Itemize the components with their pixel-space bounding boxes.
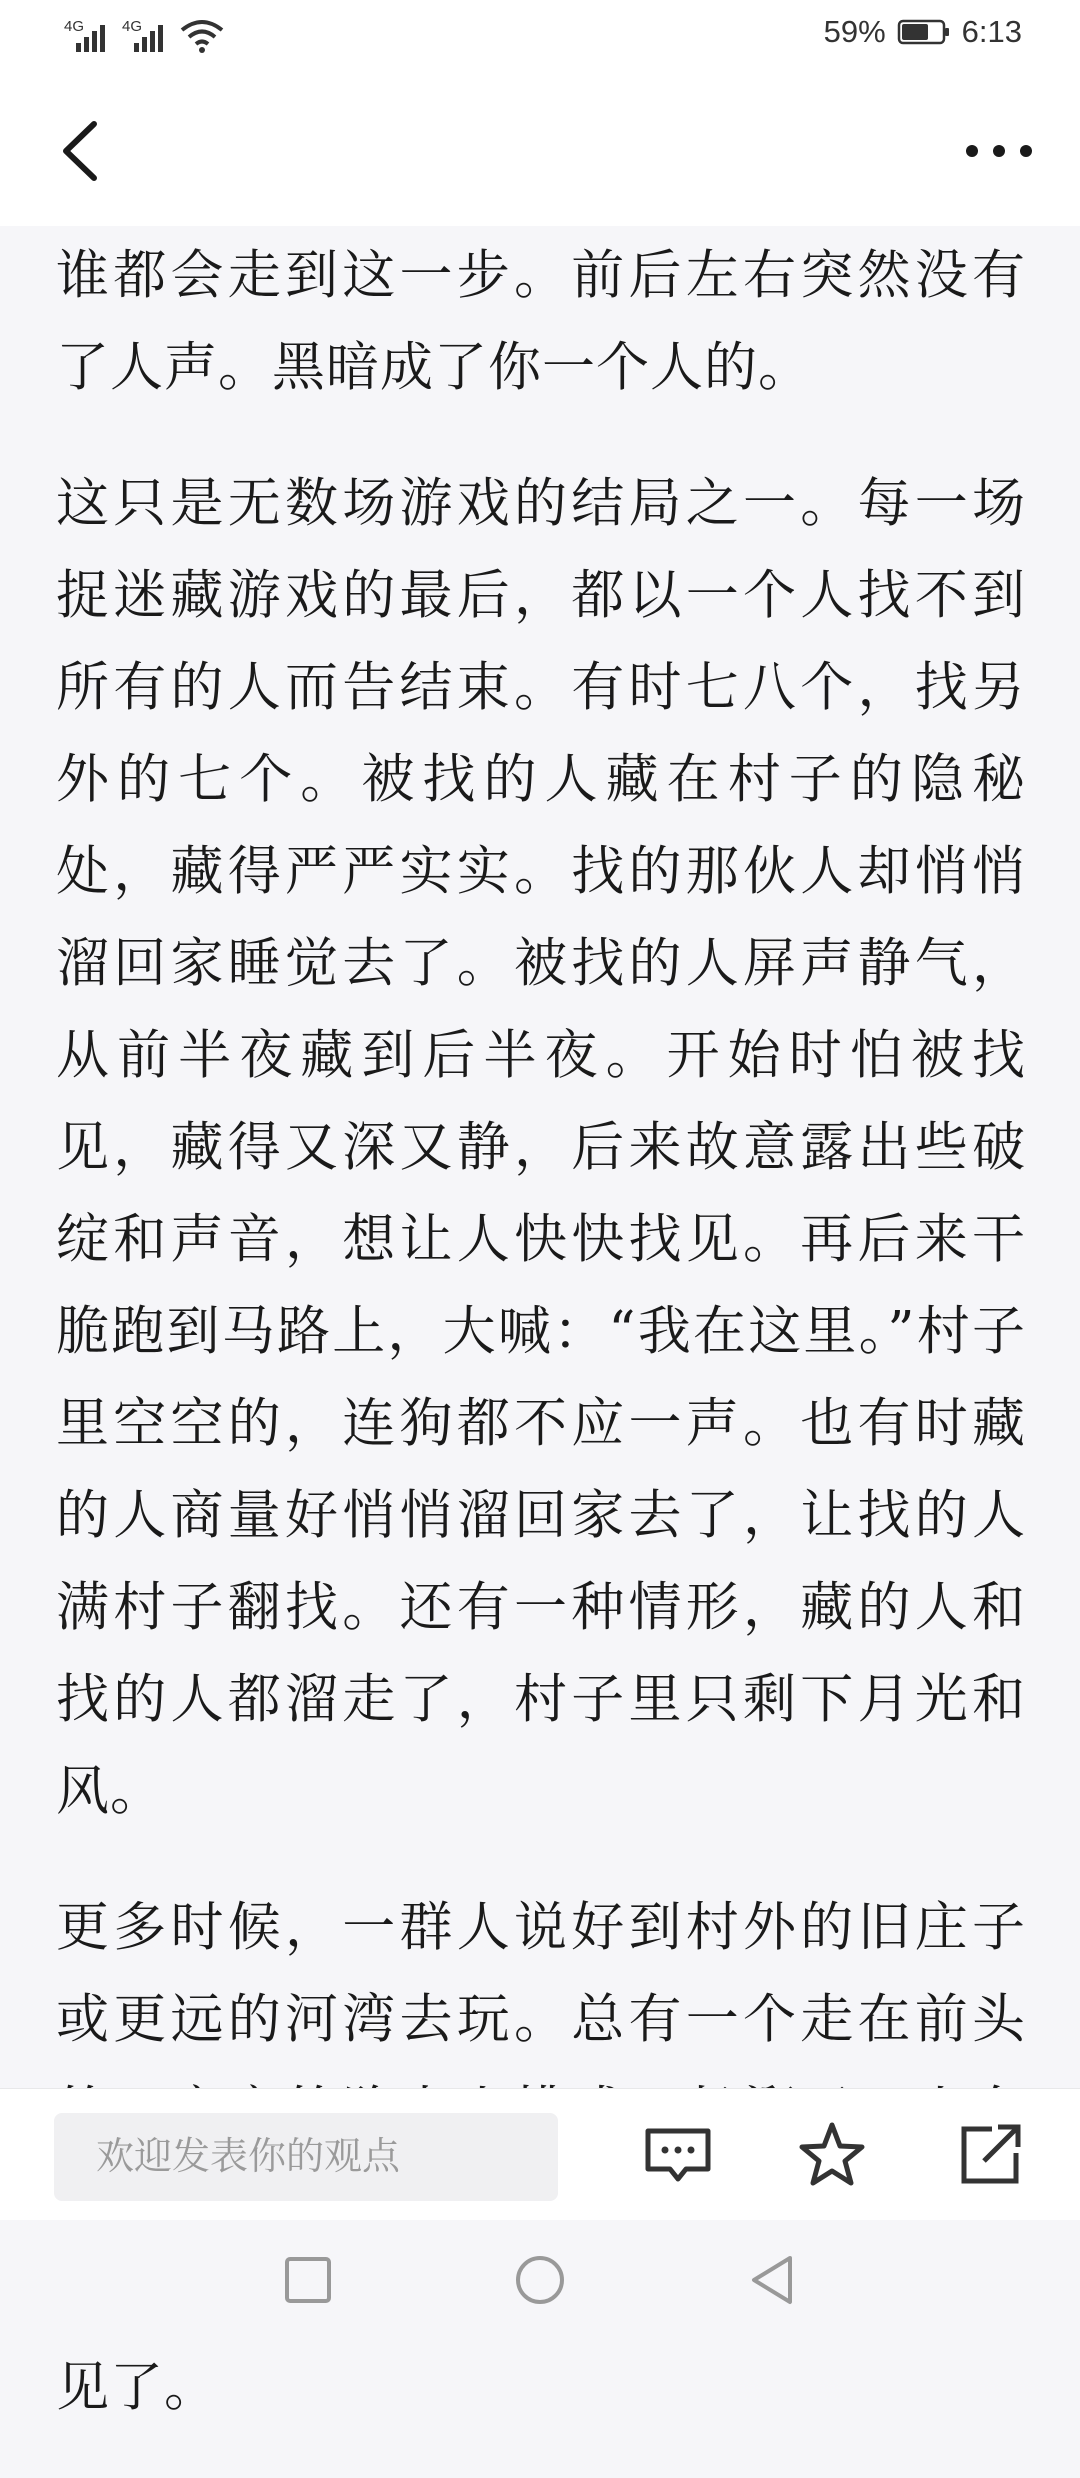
square-icon[interactable]	[278, 2250, 338, 2310]
network-type-label-1: 4G	[64, 18, 85, 35]
status-left	[64, 18, 224, 54]
triangle-back-icon[interactable]	[742, 2250, 802, 2310]
article-paragraph: 这只是无数场游戏的结局之一。每一场捉迷藏游戏的最后，都以一个人找不到所有的人而告结束。有时七八个，找另外的七个。被找的人藏在村子的隐秘处，藏得严严实实。找的那伙人却悄悄溜回家睡觉去了。被找的人屏声静气，从前半夜藏到后半夜。开始时怕被找见，藏得又深又静，后来故意露出些破绽和声音，想让人快快找见。再后来干脆跑到马路上，大喊：“我在这里。”村子里空空的，连狗都不应一声。也有时藏的人商量好悄悄溜回家去了，让找的人满村子翻找。还有一种情形，藏的人和找的人都溜走了，村子里只剩下月光和风。	[56, 473, 1026, 1822]
battery-percent: 59%	[823, 14, 886, 49]
status-bar	[0, 0, 1080, 76]
article-paragraph: 更多时候，一群人说好到村外的旧庄子或更远的河湾去玩。总有一个走在前头 见了。	[56, 1897, 1026, 2418]
battery-icon	[898, 18, 950, 46]
article-paragraph: 谁都会走到这一步。前后左右突然没有了人声。黑暗成了你一个人的。	[56, 245, 1026, 398]
chevron-left-icon[interactable]	[54, 116, 108, 186]
share-icon[interactable]	[952, 2117, 1028, 2193]
article-content[interactable]	[0, 226, 1080, 2418]
network-type-label-2: 4G	[122, 18, 143, 35]
top-nav-bar	[0, 76, 1080, 227]
comment-input[interactable]	[54, 2113, 558, 2201]
system-nav-bar	[0, 2220, 1080, 2340]
clock-time: 6:13	[961, 14, 1022, 49]
cellular-signal-2-icon	[122, 18, 170, 54]
bottom-action-bar	[0, 2088, 1080, 2221]
comment-icon[interactable]	[640, 2117, 716, 2193]
more-horizontal-icon[interactable]	[958, 116, 1040, 186]
cellular-signal-1-icon	[64, 18, 112, 54]
circle-icon[interactable]	[510, 2250, 570, 2310]
wifi-icon	[180, 18, 224, 54]
star-icon[interactable]	[794, 2117, 870, 2193]
status-right	[824, 14, 1022, 50]
